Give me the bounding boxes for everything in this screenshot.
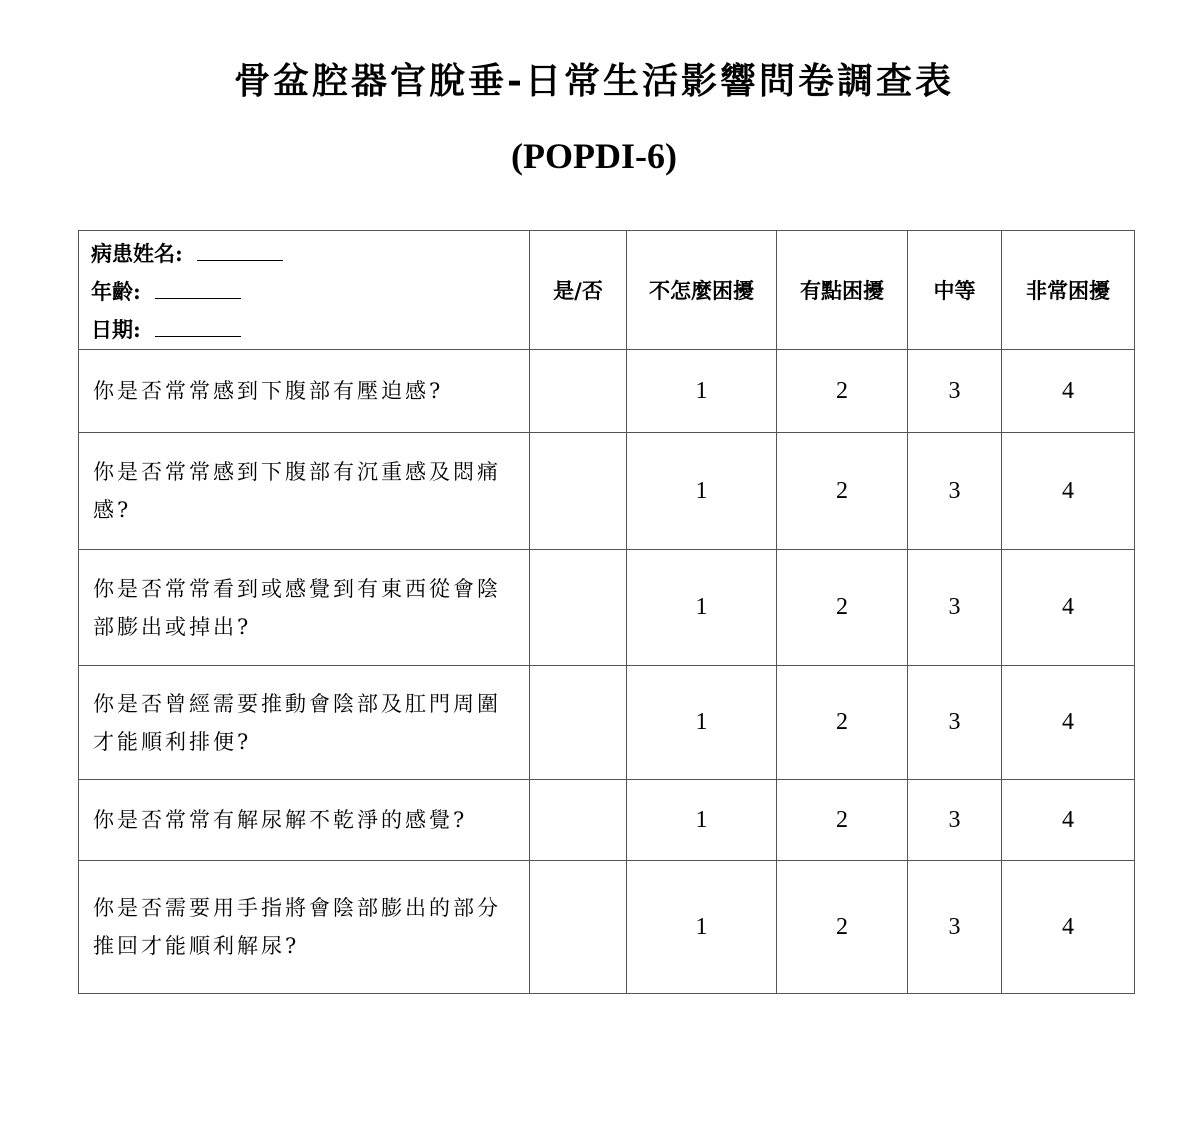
score-option[interactable]: 1 [627,666,777,780]
score-option[interactable]: 2 [777,861,908,994]
score-option[interactable]: 3 [908,550,1002,666]
question-text: 你是否常常有解尿解不乾淨的感覺? [79,780,530,861]
score-option[interactable]: 3 [908,666,1002,780]
score-option[interactable]: 4 [1002,433,1135,550]
col-header-somewhat: 有點困擾 [777,231,908,350]
question-row [79,550,1135,666]
score-option[interactable]: 2 [777,350,908,433]
age-line [91,273,529,311]
score-option[interactable]: 3 [908,861,1002,994]
yes-no-cell[interactable] [530,780,627,861]
question-text: 你是否需要用手指將會陰部膨出的部分推回才能順利解尿? [79,861,530,994]
patient-info-cell [79,231,530,350]
question-text: 你是否常常感到下腹部有沉重感及悶痛感? [79,433,530,550]
score-option[interactable]: 4 [1002,350,1135,433]
age-blank[interactable] [155,276,241,299]
questionnaire-table [78,230,1135,994]
date-blank[interactable] [155,314,241,337]
col-header-not-bothered: 不怎麼困擾 [627,231,777,350]
page-title: 骨盆腔器官脫垂-日常生活影響問卷調查表 [234,60,954,102]
date-line [91,311,529,349]
yes-no-cell[interactable] [530,433,627,550]
name-line [91,235,529,273]
score-option[interactable]: 2 [777,550,908,666]
header-row [79,231,1135,350]
question-row [79,861,1135,994]
question-text: 你是否常常感到下腹部有壓迫感? [79,350,530,433]
question-row [79,780,1135,861]
score-option[interactable]: 4 [1002,666,1135,780]
score-option[interactable]: 3 [908,350,1002,433]
score-option[interactable]: 1 [627,861,777,994]
question-row [79,433,1135,550]
date-label: 日期: [91,317,141,342]
question-row [79,350,1135,433]
col-header-yes-no: 是/否 [530,231,627,350]
score-option[interactable]: 1 [627,433,777,550]
question-row [79,666,1135,780]
yes-no-cell[interactable] [530,350,627,433]
yes-no-cell[interactable] [530,666,627,780]
score-option[interactable]: 4 [1002,780,1135,861]
yes-no-cell[interactable] [530,550,627,666]
score-option[interactable]: 1 [627,780,777,861]
yes-no-cell[interactable] [530,861,627,994]
col-header-moderate: 中等 [908,231,1002,350]
name-blank[interactable] [197,238,283,261]
score-option[interactable]: 2 [777,433,908,550]
score-option[interactable]: 4 [1002,550,1135,666]
name-label: 病患姓名: [91,241,183,266]
col-header-very: 非常困擾 [1002,231,1135,350]
score-option[interactable]: 3 [908,433,1002,550]
score-option[interactable]: 2 [777,780,908,861]
score-option[interactable]: 1 [627,550,777,666]
age-label: 年齡: [91,279,141,304]
score-option[interactable]: 1 [627,350,777,433]
score-option[interactable]: 2 [777,666,908,780]
score-option[interactable]: 4 [1002,861,1135,994]
question-text: 你是否曾經需要推動會陰部及肛門周圍才能順利排便? [79,666,530,780]
page-subtitle: (POPDI-6) [511,136,677,176]
score-option[interactable]: 3 [908,780,1002,861]
question-text: 你是否常常看到或感覺到有東西從會陰部膨出或掉出? [79,550,530,666]
